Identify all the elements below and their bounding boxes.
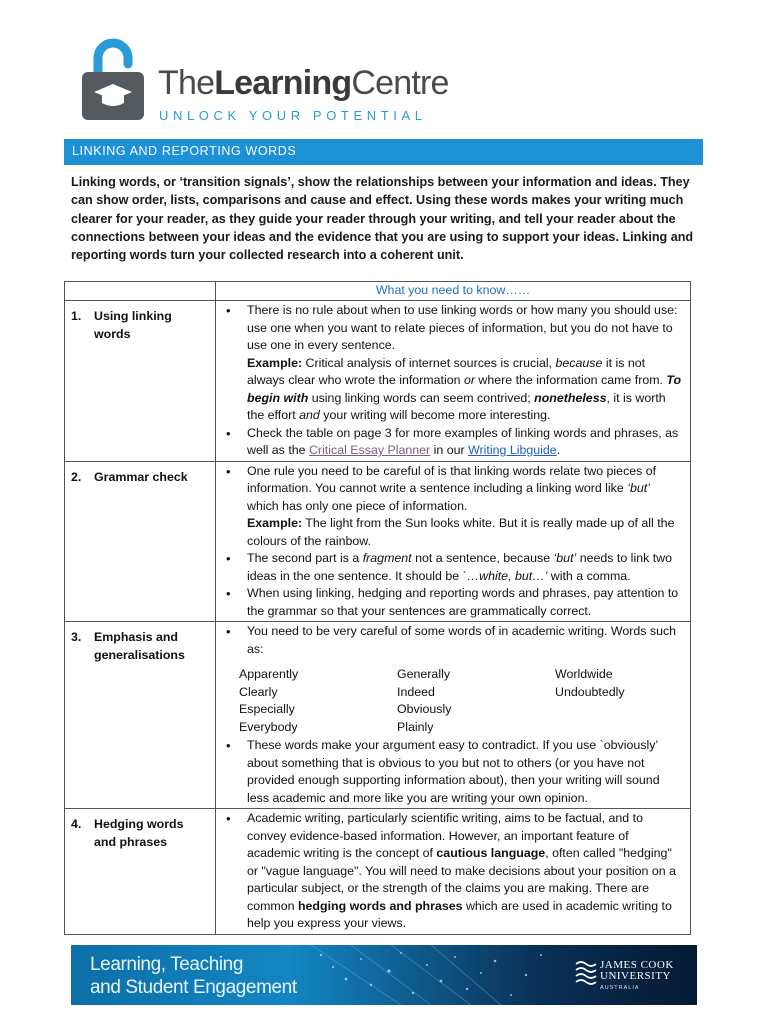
bullet-item: • The second part is a fragment not a sentence, because ‘but’ needs to link two ideas in the one sentence. It should be `…white, but…’ with a comma. (224, 550, 684, 585)
word-item: Obviously (397, 702, 452, 716)
bullet-item: • These words make your argument easy to contradict. If you use `obviously’ about something that is obvious to you but not to others (or you have not provided enough supporting information about), then your writing will sound less academic and more like you are writing your own opinion. (224, 737, 684, 807)
bullet-list (216, 736, 690, 808)
table-header-row (65, 282, 691, 301)
writing-libguide-link[interactable]: Writing Libguide (468, 443, 557, 457)
padlock-graduation-icon (80, 36, 146, 122)
brand-tagline: UNLOCK YOUR POTENTIAL (159, 108, 427, 123)
word-item: Indeed (397, 684, 435, 699)
section-title-bar (64, 139, 703, 165)
word-item: Generally (397, 667, 451, 681)
word-item: Everybody (239, 719, 298, 734)
bullet-item: • One rule you need to be careful of is that linking words relate two pieces of information. You cannot write a sentence including a linking word like ‘but’ which has only one piece of information. Example: The light from the Sun looks white. But it is really made up of all the colours of the rainbow. (224, 463, 684, 551)
critical-essay-planner-link[interactable]: Critical Essay Planner (308, 443, 431, 457)
bullet-item: • When using linking, hedging and reporting words and phrases, pay attention to the grammar so that your sentences are grammatically correct. (224, 585, 684, 620)
word-list (216, 659, 690, 736)
table-row (65, 461, 691, 622)
footer-title: Learning, Teaching and Student Engagement (90, 954, 297, 998)
topic-label: 4. Hedging words and phrases (71, 817, 184, 849)
bullet-list (216, 301, 690, 461)
topic-label: 1. Using linking words (71, 309, 172, 341)
footer-banner (71, 945, 697, 1005)
bullet-item: • Check the table on page 3 for more examples of linking words and phrases, as well as the Critical Essay Planner in our Writing Libguide. (224, 425, 684, 460)
word-item: Especially (239, 702, 295, 716)
jcu-wave-emblem-icon (574, 956, 598, 992)
section-title: LINKING AND REPORTING WORDS (72, 144, 297, 158)
word-item: Clearly (239, 684, 278, 699)
table-header: What you need to know…… (216, 282, 691, 301)
word-item: Plainly (397, 719, 434, 734)
bullet-list (216, 622, 690, 659)
word-item: Undoubtedly (555, 684, 625, 699)
brand-name: TheLearningCentre (158, 64, 449, 102)
topic-label: 3. Emphasis and generalisations (71, 630, 185, 662)
intro-paragraph: Linking words, or ‘transition signals’, show the relationships between your information and ideas. They can show order, lists, comparisons and cause and effect. Using these words makes your writing much clearer for your reader, as they guide your reader through your writing, and tell your reader about the connections between your ideas and the evidence that you are using to support your ideas. Linking and reporting words turn your collected research into a coherent unit. (71, 175, 694, 263)
university-country: AUSTRALIA (600, 985, 640, 991)
word-item (555, 701, 675, 719)
university-name: JAMES COOK UNIVERSITY (600, 959, 674, 982)
bullet-item: • You need to be very careful of some words of in academic writing. Words such as: (224, 623, 684, 658)
jcu-logo (574, 954, 689, 998)
bullet-list (216, 809, 690, 934)
bullet-item: • There is no rule about when to use linking words or how many you should use: use one when you want to relate pieces of information, but you do not have to use one in every sentence. Example: Critical analysis of internet sources is crucial, because it is not always clear who wrote the information or where the information came from. To begin with using linking words can seem contrived; nonetheless, it is worth the effort and your writing will become more interesting. (224, 302, 684, 425)
table-row (65, 809, 691, 935)
bullet-list (216, 462, 690, 622)
learning-centre-logo (80, 36, 449, 136)
topic-label: 2. Grammar check (71, 469, 188, 484)
word-item: Worldwide (555, 667, 613, 681)
bullet-item: • Academic writing, particularly scientific writing, aims to be factual, and to convey evidence-based information. However, an important feature of academic writing is the concept of cautious language, often called "hedging" or "vague language". You will need to make decisions about your position on a particular subject, or the strength of the claims you are making. There are common hedging words and phrases which are used in academic writing to help you express your views. (224, 810, 684, 933)
table-row (65, 622, 691, 809)
word-item (555, 719, 675, 737)
word-item: Apparently (239, 667, 299, 681)
guidance-table (64, 281, 691, 935)
table-row (65, 301, 691, 462)
